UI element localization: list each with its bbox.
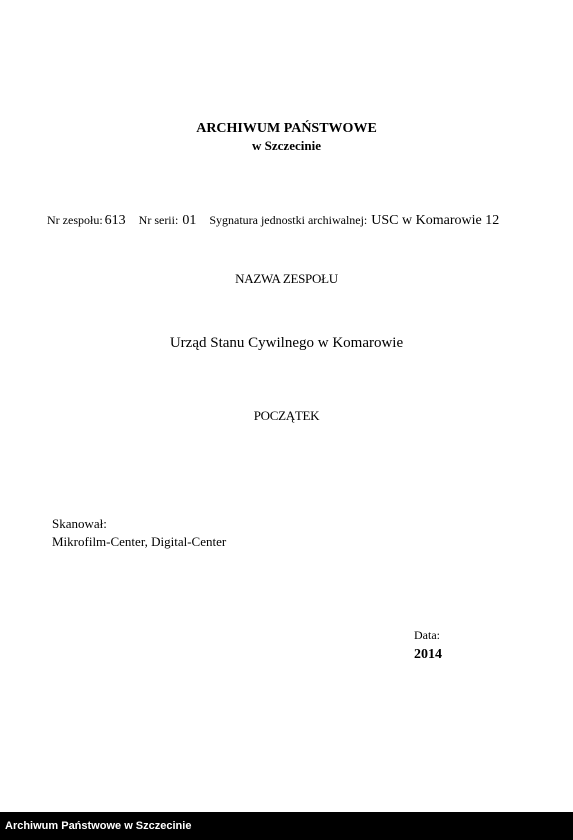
- scanned-by-value: Mikrofilm-Center, Digital-Center: [52, 534, 227, 549]
- fonds-number-value: 613: [104, 213, 126, 228]
- metadata-row: [47, 213, 499, 229]
- archive-location: w Szczecinie: [252, 138, 321, 153]
- start-marker: POCZĄTEK: [253, 408, 320, 423]
- archive-title: ARCHIWUM PAŃSTWOWE: [196, 121, 377, 136]
- signature-value: USC w Komarowie 12: [371, 213, 500, 228]
- signature-label: Sygnatura jednostki archiwalnej:: [209, 213, 368, 227]
- fonds-number-label: Nr zespołu:: [47, 213, 103, 227]
- fonds-name-heading: NAZWA ZESPOŁU: [235, 271, 338, 286]
- date-label: Data:: [414, 628, 440, 642]
- scanned-by-label: Skanował:: [52, 516, 107, 531]
- date-value: 2014: [414, 647, 442, 662]
- footer-watermark: Archiwum Państwowe w Szczecinie: [5, 820, 192, 832]
- footer-bar: [0, 812, 573, 840]
- series-number-value: 01: [182, 213, 197, 228]
- series-number-label: Nr serii:: [138, 213, 179, 227]
- fonds-name: Urząd Stanu Cywilnego w Komarowie: [169, 335, 404, 351]
